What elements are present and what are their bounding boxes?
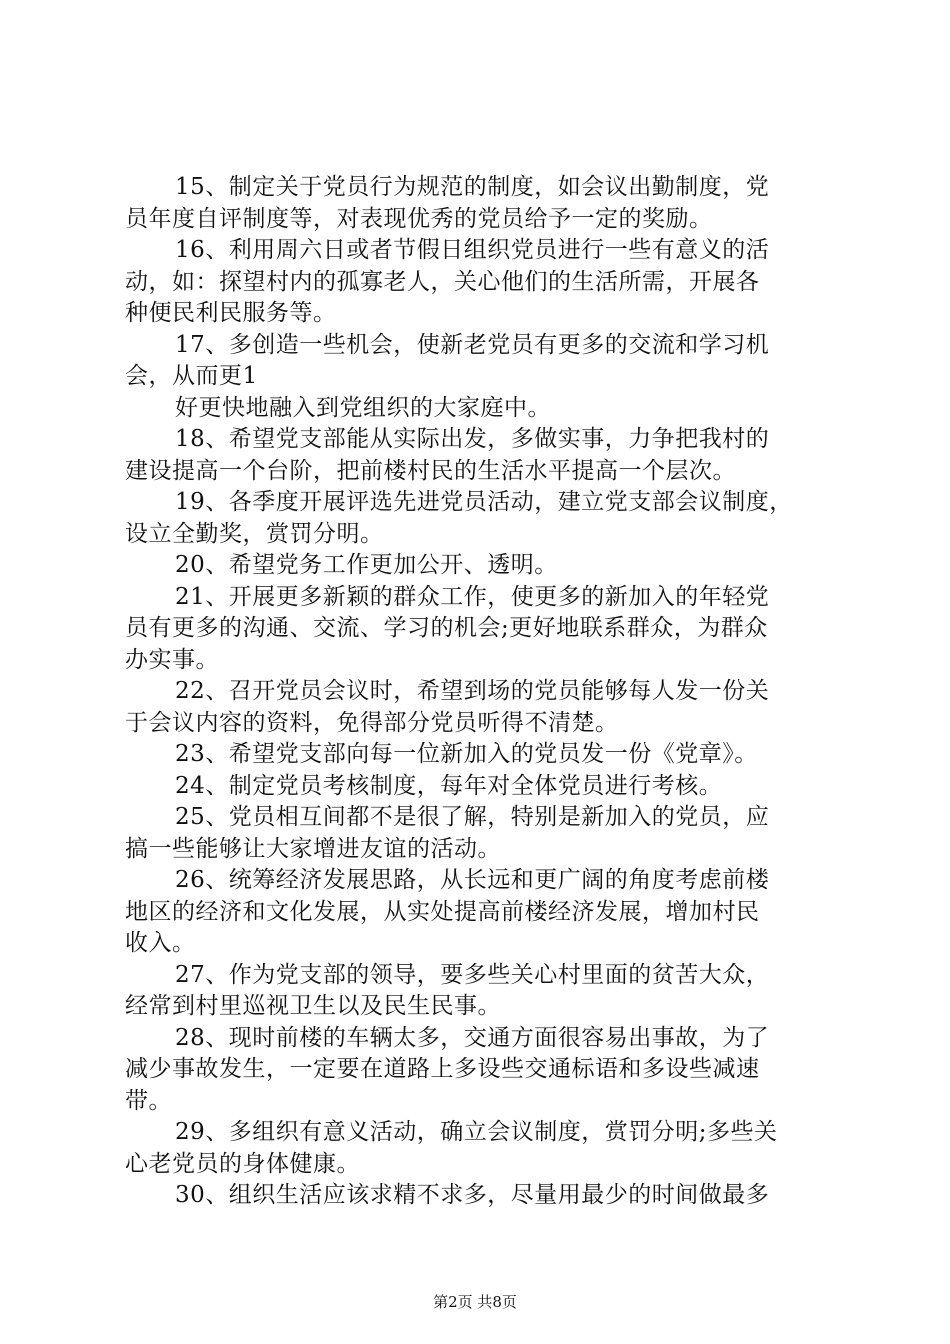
text-line: 员年度自评制度等，对表现优秀的党员给予一定的奖励。: [125, 205, 713, 232]
text-line: 29、多组织有意义活动，确立会议制度，赏罚分明;多些关: [175, 1119, 778, 1145]
text-line: 经常到村里巡视卫生以及民生民事。: [125, 993, 501, 1019]
text-line: 好更快地融入到党组织的大家庭中。: [175, 394, 551, 421]
text-line: 27、作为党支部的领导，要多些关心村里面的贫苦大众，: [175, 961, 770, 988]
text-line: 于会议内容的资料，免得部分党员听得不清楚。: [125, 709, 619, 736]
text-line: 23、希望党支部向每一位新加入的党员发一份《党章》。: [175, 741, 758, 767]
text-line: 减少事故发生，一定要在道路上多设些交通标语和多设些减速: [125, 1056, 760, 1082]
text-line: 24、制定党员考核制度，每年对全体党员进行考核。: [175, 772, 723, 799]
text-line: 心老党员的身体健康。: [125, 1150, 360, 1177]
text-line: 收入。: [125, 930, 196, 956]
text-line: 搞一些能够让大家增进友谊的活动。: [125, 835, 501, 862]
text-line: 28、现时前楼的车辆太多，交通方面很容易出事故，为了: [175, 1024, 770, 1051]
text-line: 25、党员相互间都不是很了解，特别是新加入的党员，应: [175, 804, 770, 830]
text-line: 19、各季度开展评选先进党员活动，建立党支部会议制度，: [175, 489, 793, 515]
text-line: 设立全勤奖，赏罚分明。: [125, 520, 384, 547]
text-line: 办实事。: [125, 646, 219, 673]
document-body: [125, 172, 835, 1212]
text-line: 地区的经济和文化发展，从实处提高前楼经济发展，增加村民: [125, 898, 760, 925]
text-line: 动，如：探望村内的孤寡老人，关心他们的生活所需，开展各: [125, 268, 760, 295]
text-line: 20、希望党务工作更加公开、透明。: [175, 552, 558, 578]
text-line: 17、多创造一些机会，使新老党员有更多的交流和学习机: [175, 331, 770, 358]
page-footer: 第2页 共8页: [433, 1293, 517, 1311]
text-line: 带。: [125, 1087, 172, 1114]
text-line: 21、开展更多新颖的群众工作，使更多的新加入的年轻党: [175, 583, 770, 610]
text-line: 会，从而更1: [125, 363, 258, 389]
text-line: 26、统筹经济发展思路，从长远和更广阔的角度考虑前楼: [175, 867, 770, 893]
text-line: 员有更多的沟通、交流、学习的机会;更好地联系群众，为群众: [125, 615, 768, 641]
text-line: 22、召开党员会议时，希望到场的党员能够每人发一份关: [175, 678, 770, 704]
text-line: 18、希望党支部能从实际出发，多做实事，力争把我村的: [175, 426, 770, 452]
text-line: 16、利用周六日或者节假日组织党员进行一些有意义的活: [175, 237, 770, 263]
text-line: 15、制定关于党员行为规范的制度，如会议出勤制度，党: [175, 174, 770, 200]
text-line: 种便民利民服务等。: [125, 300, 337, 326]
text-line: 30、组织生活应该求精不求多，尽量用最少的时间做最多: [175, 1182, 770, 1208]
text-line: 建设提高一个台阶，把前楼村民的生活水平提高一个层次。: [125, 457, 736, 484]
